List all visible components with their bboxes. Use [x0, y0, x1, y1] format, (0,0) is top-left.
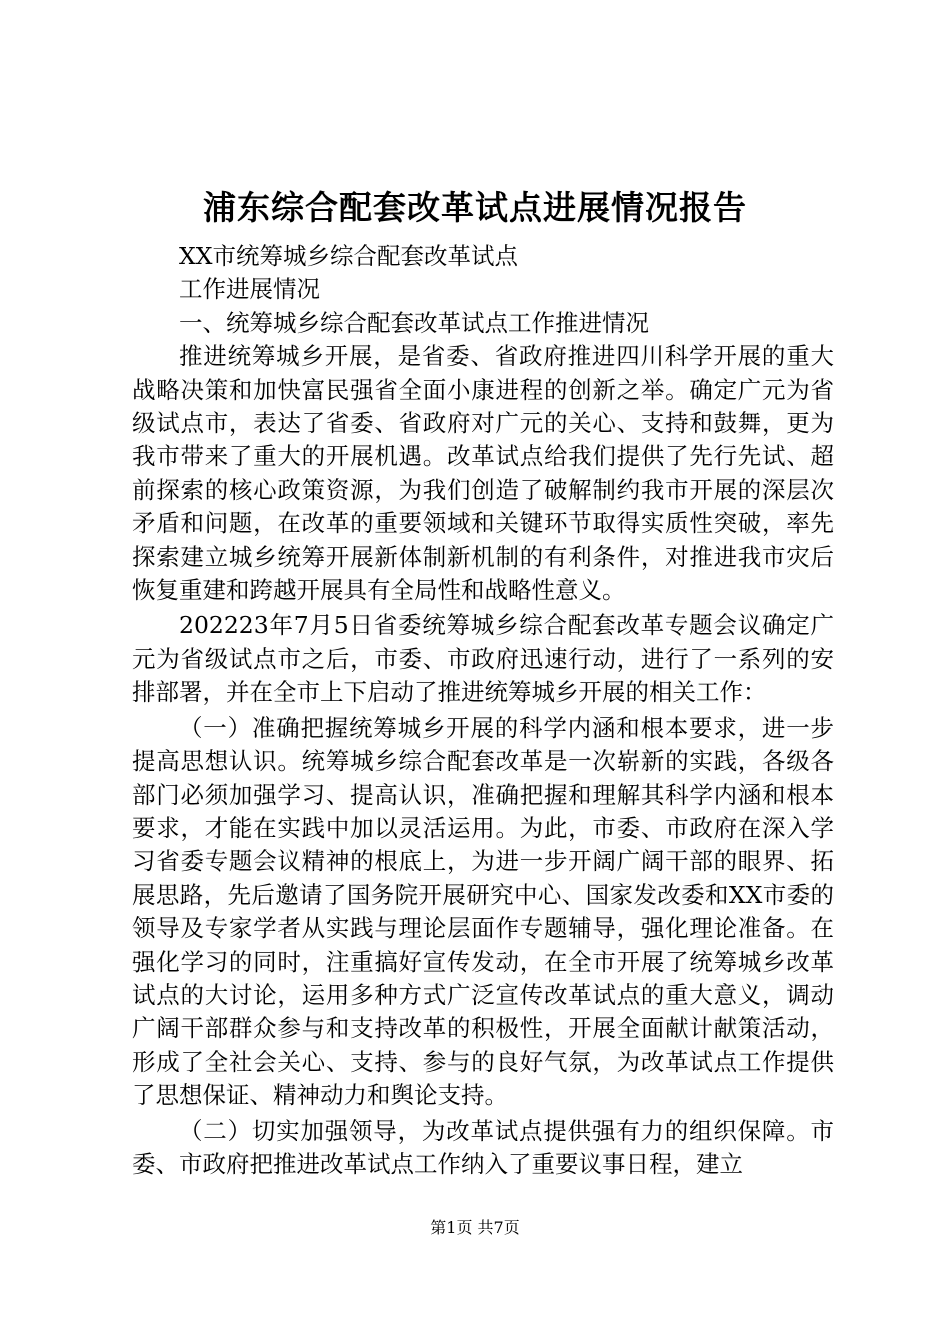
section-heading: 一、统筹城乡综合配套改革试点工作推进情况: [179, 308, 649, 337]
body-paragraph: 202223年7月5日省委统筹城乡综合配套改革专题会议确定广元为省级试点市之后，市委、市政府迅速行动，进行了一系列的安排部署，并在全市上下启动了推进统筹城乡开展的相关工作：: [132, 611, 834, 707]
document-body: [132, 240, 834, 1181]
body-paragraph: 推进统筹城乡开展，是省委、省政府推进四川科学开展的重大战略决策和加快富民强省全面小康进程的创新之举。确定广元为省级试点市，表达了省委、省政府对广元的关心、支持和鼓舞，更为我市带来了重大的开展机遇。改革试点给我们提供了先行先试、超前探索的核心政策资源，为我们创造了破解制约我市开展的深层次矛盾和问题，在改革的重要领域和关键环节取得实质性突破，率先探索建立城乡统筹开展新体制新机制的有利条件，对推进我市灾后恢复重建和跨越开展具有全局性和战略性意义。: [132, 342, 834, 605]
body-paragraph: （二）切实加强领导，为改革试点提供强有力的组织保障。市委、市政府把推进改革试点工作纳入了重要议事日程，建立: [132, 1116, 834, 1178]
subtitle-line-2: 工作进展情况: [179, 275, 320, 304]
page-footer: 第1页 共7页: [430, 1218, 520, 1237]
document-title: 浦东综合配套改革试点进展情况报告: [203, 188, 747, 227]
subtitle-line-1: XX市统筹城乡综合配套改革试点: [179, 242, 518, 270]
body-paragraph: （一）准确把握统筹城乡开展的科学内涵和根本要求，进一步提高思想认识。统筹城乡综合配套改革是一次崭新的实践，各级各部门必须加强学习、提高认识，准确把握和理解其科学内涵和根本要求，才能在实践中加以灵活运用。为此，市委、市政府在深入学习省委专题会议精神的根底上，为进一步开阔广阔干部的眼界、拓展思路，先后邀请了国务院开展研究中心、国家发改委和XX市委的领导及专家学者从实践与理论层面作专题辅导，强化理论准备。在强化学习的同时，注重搞好宣传发动，在全市开展了统筹城乡改革试点的大讨论，运用多种方式广泛宣传改革试点的重大意义，调动广阔干部群众参与和支持改革的积极性，开展全面献计献策活动，形成了全社会关心、支持、参与的良好气氛，为改革试点工作提供了思想保证、精神动力和舆论支持。: [132, 713, 834, 1110]
